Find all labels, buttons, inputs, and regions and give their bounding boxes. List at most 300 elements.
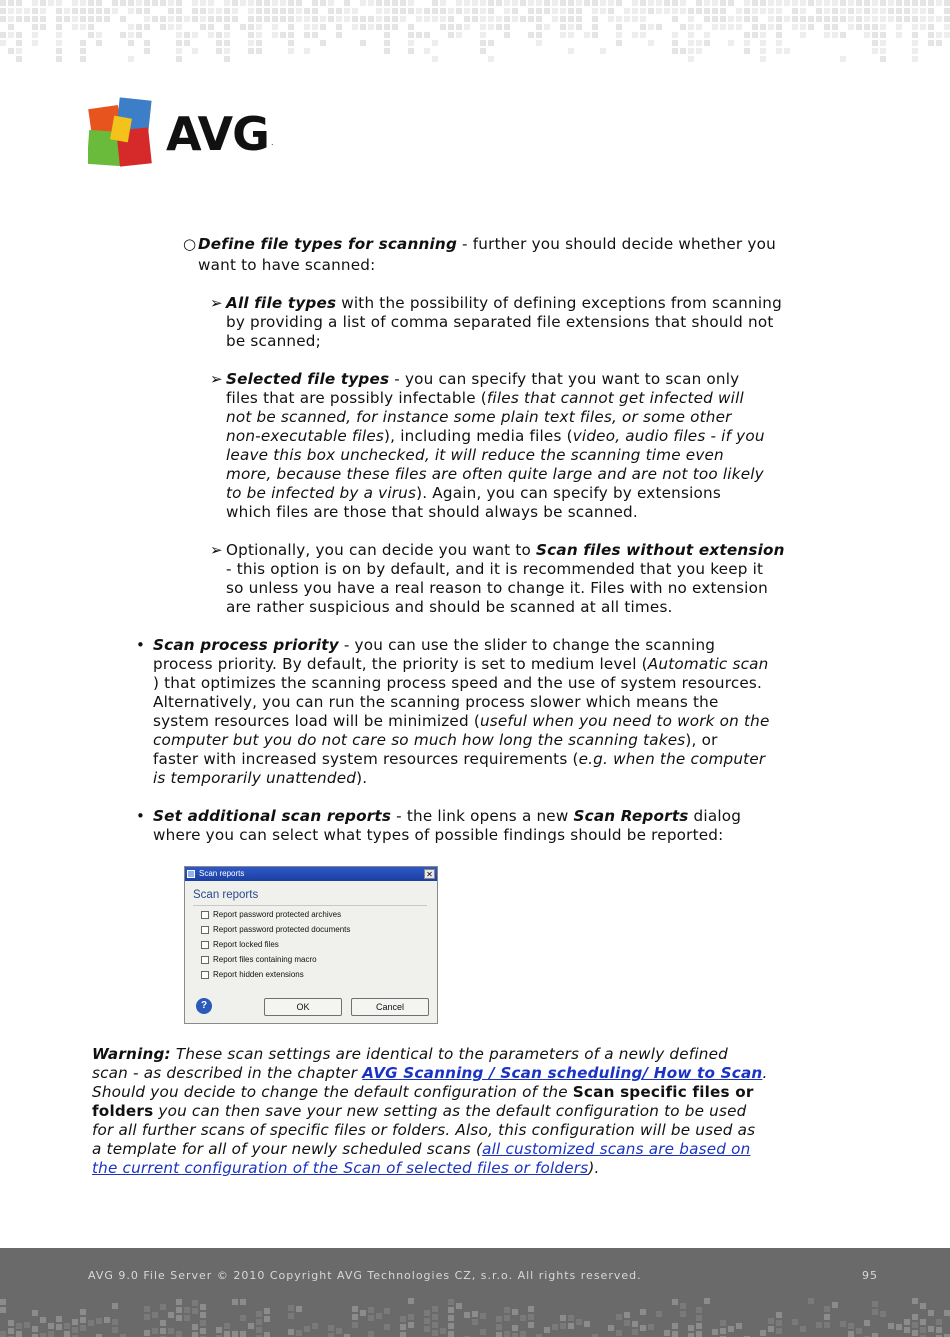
- checkbox[interactable]: [201, 941, 209, 949]
- scan-reports-dialog: [184, 866, 438, 1024]
- decor-pixel: [672, 8, 678, 14]
- decor-pixel: [368, 16, 374, 22]
- decor-pixel: [776, 16, 782, 22]
- dot-bullet: •: [136, 807, 145, 825]
- decor-pixel: [536, 24, 542, 30]
- option-password-archives[interactable]: [201, 910, 341, 919]
- decor-pixel: [688, 48, 694, 54]
- decor-pixel: [8, 24, 14, 30]
- decor-pixel: [504, 1307, 510, 1313]
- decor-pixel: [944, 16, 950, 22]
- define-line-1: Define file types for scanning - further you should decide whether you: [198, 235, 776, 253]
- decor-pixel: [896, 24, 902, 30]
- decor-pixel: [616, 0, 622, 6]
- decor-pixel: [776, 1312, 782, 1318]
- decor-pixel: [264, 1332, 270, 1337]
- close-icon[interactable]: ✕: [424, 869, 435, 879]
- decor-pixel: [192, 1324, 198, 1330]
- decor-pixel: [744, 8, 750, 14]
- decor-pixel: [504, 0, 510, 6]
- option-macro-files[interactable]: [201, 955, 317, 964]
- decor-pixel: [800, 16, 806, 22]
- decor-pixel: [352, 8, 358, 14]
- warning-line-7: the current configuration of the Scan of selected files or folders).: [92, 1159, 600, 1177]
- decor-pixel: [760, 24, 766, 30]
- decor-pixel: [672, 40, 678, 46]
- decor-pixel: [456, 24, 462, 30]
- decor-pixel: [320, 0, 326, 6]
- decor-pixel: [416, 8, 422, 14]
- decor-pixel: [600, 0, 606, 6]
- decor-pixel: [184, 32, 190, 38]
- decor-pixel: [880, 16, 886, 22]
- decor-pixel: [224, 32, 230, 38]
- decor-pixel: [680, 1311, 686, 1317]
- decor-pixel: [528, 1322, 534, 1328]
- decor-pixel: [640, 8, 646, 14]
- decor-pixel: [768, 16, 774, 22]
- decor-pixel: [256, 1327, 262, 1333]
- decor-pixel: [448, 1307, 454, 1313]
- decor-pixel: [680, 0, 686, 6]
- decor-pixel: [912, 32, 918, 38]
- decor-pixel: [872, 16, 878, 22]
- decor-pixel: [336, 1328, 342, 1334]
- decor-pixel: [624, 8, 630, 14]
- decor-pixel: [640, 1325, 646, 1331]
- decor-pixel: [384, 1308, 390, 1314]
- decor-pixel: [392, 16, 398, 22]
- help-icon[interactable]: ?: [196, 998, 212, 1014]
- decor-pixel: [472, 8, 478, 14]
- dialog-app-icon: [187, 870, 195, 878]
- decor-pixel: [192, 0, 198, 6]
- decor-pixel: [160, 0, 166, 6]
- decor-pixel: [336, 24, 342, 30]
- decor-pixel: [144, 1306, 150, 1312]
- decor-pixel: [408, 0, 414, 6]
- checkbox[interactable]: [201, 956, 209, 964]
- decor-pixel: [568, 1323, 574, 1329]
- decor-pixel: [328, 0, 334, 6]
- all-types-line-1: All file types with the possibility of defining exceptions from scanning: [226, 294, 782, 312]
- decor-pixel: [768, 24, 774, 30]
- decor-pixel: [96, 0, 102, 6]
- decor-pixel: [568, 48, 574, 54]
- decor-pixel: [440, 1328, 446, 1334]
- decor-pixel: [864, 0, 870, 6]
- decor-pixel: [16, 48, 22, 54]
- decor-pixel: [80, 1317, 86, 1323]
- checkbox[interactable]: [201, 971, 209, 979]
- decor-pixel: [56, 0, 62, 6]
- decor-pixel: [24, 1322, 30, 1328]
- decor-pixel: [560, 32, 566, 38]
- circle-bullet: ○: [183, 235, 197, 253]
- option-label: Report files containing macro: [213, 955, 317, 964]
- decor-pixel: [176, 32, 182, 38]
- decor-pixel: [56, 56, 62, 62]
- decor-pixel: [80, 0, 86, 6]
- decor-pixel: [440, 0, 446, 6]
- customized-scans-link[interactable]: all customized scans are based on: [482, 1140, 751, 1158]
- decor-pixel: [424, 1310, 430, 1316]
- no-ext-line-4: are rather suspicious and should be scanned at all times.: [226, 598, 673, 616]
- decor-pixel: [528, 1314, 534, 1320]
- decor-pixel: [680, 48, 686, 54]
- decor-pixel: [96, 32, 102, 38]
- decor-pixel: [704, 16, 710, 22]
- decor-pixel: [696, 1331, 702, 1337]
- decor-pixel: [216, 48, 222, 54]
- decor-pixel: [448, 1299, 454, 1305]
- decor-pixel: [504, 1331, 510, 1337]
- decor-pixel: [192, 16, 198, 22]
- decor-pixel: [512, 1333, 518, 1337]
- decor-pixel: [448, 24, 454, 30]
- decor-pixel: [744, 48, 750, 54]
- decor-pixel: [832, 16, 838, 22]
- decor-pixel: [696, 0, 702, 6]
- decor-pixel: [240, 1315, 246, 1321]
- option-label: Report password protected documents: [213, 925, 351, 934]
- checkbox[interactable]: [201, 911, 209, 919]
- decor-pixel: [112, 1303, 118, 1309]
- decor-pixel: [16, 1331, 22, 1337]
- decor-pixel: [912, 1322, 918, 1328]
- decor-pixel: [40, 8, 46, 14]
- warning-line-2: scan - as described in the chapter AVG Scanning / Scan scheduling/ How to Scan.: [92, 1064, 768, 1082]
- decor-pixel: [800, 24, 806, 30]
- priority-line-3: ) that optimizes the scanning process speed and the use of system resources.: [153, 674, 763, 692]
- decor-pixel: [640, 16, 646, 22]
- decor-pixel: [128, 32, 134, 38]
- decor-pixel: [48, 0, 54, 6]
- decor-pixel: [368, 24, 374, 30]
- decor-pixel: [432, 56, 438, 62]
- decor-pixel: [592, 16, 598, 22]
- decor-pixel: [552, 8, 558, 14]
- decor-pixel: [704, 8, 710, 14]
- decor-pixel: [384, 8, 390, 14]
- decor-pixel: [400, 8, 406, 14]
- decor-pixel: [872, 1333, 878, 1337]
- decor-pixel: [280, 32, 286, 38]
- option-hidden-extensions[interactable]: [201, 970, 304, 979]
- decor-pixel: [288, 1305, 294, 1311]
- selected-line-8: which files are those that should always be scanned.: [226, 503, 638, 521]
- decor-pixel: [256, 24, 262, 30]
- decor-pixel: [472, 16, 478, 22]
- decor-pixel: [248, 24, 254, 30]
- decor-pixel: [368, 0, 374, 6]
- decor-pixel: [320, 16, 326, 22]
- decor-pixel: [0, 1299, 6, 1305]
- decor-pixel: [56, 1324, 62, 1330]
- decor-pixel: [608, 16, 614, 22]
- decor-pixel: [32, 32, 38, 38]
- decor-pixel: [112, 8, 118, 14]
- decor-pixel: [312, 0, 318, 6]
- warning-line-6: a template for all of your newly scheduled scans (all customized scans are based on: [92, 1140, 751, 1158]
- decor-pixel: [432, 40, 438, 46]
- decor-pixel: [752, 24, 758, 30]
- decor-pixel: [576, 24, 582, 30]
- decor-pixel: [776, 40, 782, 46]
- decor-pixel: [568, 8, 574, 14]
- decor-pixel: [888, 1323, 894, 1329]
- decor-pixel: [704, 32, 710, 38]
- decor-pixel: [456, 8, 462, 14]
- decor-pixel: [752, 32, 758, 38]
- decor-pixel: [360, 0, 366, 6]
- decor-pixel: [248, 40, 254, 46]
- decor-pixel: [720, 0, 726, 6]
- decor-pixel: [168, 0, 174, 6]
- decor-pixel: [184, 16, 190, 22]
- decor-pixel: [704, 1298, 710, 1304]
- no-ext-line-3: so unless you have a real reason to change it. Files with no extension: [226, 579, 768, 597]
- warning-line-5: for all further scans of specific files or folders. Also, this configuration will be used as: [92, 1121, 756, 1139]
- decor-pixel: [560, 16, 566, 22]
- decor-pixel: [480, 8, 486, 14]
- decor-pixel: [16, 40, 22, 46]
- decor-pixel: [368, 1307, 374, 1313]
- cancel-button[interactable]: Cancel: [351, 998, 429, 1016]
- decor-pixel: [80, 40, 86, 46]
- reports-line-2: where you can select what types of possible findings should be reported:: [153, 826, 724, 844]
- decor-pixel: [400, 1324, 406, 1330]
- checkbox[interactable]: [201, 926, 209, 934]
- decor-pixel: [512, 1309, 518, 1315]
- decor-pixel: [32, 16, 38, 22]
- decor-pixel: [840, 0, 846, 6]
- decor-pixel: [584, 0, 590, 6]
- decor-pixel: [360, 24, 366, 30]
- decor-pixel: [480, 24, 486, 30]
- chapter-link[interactable]: AVG Scanning / Scan scheduling/ How to Scan: [362, 1064, 763, 1082]
- decor-pixel: [576, 0, 582, 6]
- decor-pixel: [224, 0, 230, 6]
- decor-pixel: [632, 8, 638, 14]
- decor-pixel: [936, 16, 942, 22]
- decor-pixel: [200, 8, 206, 14]
- decor-pixel: [680, 8, 686, 14]
- decor-pixel: [816, 1322, 822, 1328]
- decor-pixel: [520, 1331, 526, 1337]
- decor-pixel: [400, 1316, 406, 1322]
- decor-pixel: [768, 1318, 774, 1324]
- decor-pixel: [616, 1314, 622, 1320]
- decor-pixel: [856, 1328, 862, 1334]
- customized-scans-link-cont[interactable]: the current configuration of the Scan of selected files or folders: [92, 1159, 589, 1177]
- decor-pixel: [176, 1331, 182, 1337]
- decor-pixel: [688, 1325, 694, 1331]
- option-locked-files[interactable]: [201, 940, 279, 949]
- decor-pixel: [448, 16, 454, 22]
- decor-pixel: [920, 8, 926, 14]
- decor-pixel: [616, 40, 622, 46]
- decor-pixel: [456, 0, 462, 6]
- decor-pixel: [24, 16, 30, 22]
- priority-line-8: is temporarily unattended).: [153, 769, 368, 787]
- decor-pixel: [880, 32, 886, 38]
- decor-pixel: [472, 0, 478, 6]
- decor-pixel: [728, 16, 734, 22]
- decor-pixel: [288, 24, 294, 30]
- decor-pixel: [912, 1314, 918, 1320]
- decor-pixel: [176, 24, 182, 30]
- decor-pixel: [448, 1331, 454, 1337]
- option-password-documents[interactable]: [201, 925, 350, 934]
- decor-pixel: [176, 0, 182, 6]
- decor-pixel: [480, 1329, 486, 1335]
- decor-pixel: [936, 1319, 942, 1325]
- decor-pixel: [72, 8, 78, 14]
- decor-pixel: [240, 0, 246, 6]
- decor-pixel: [72, 24, 78, 30]
- decor-pixel: [296, 16, 302, 22]
- decor-pixel: [176, 1299, 182, 1305]
- decor-pixel: [128, 0, 134, 6]
- header-decoration: [0, 0, 950, 80]
- decor-pixel: [48, 1331, 54, 1337]
- decor-pixel: [672, 0, 678, 6]
- decor-pixel: [416, 16, 422, 22]
- decor-pixel: [824, 16, 830, 22]
- ok-button[interactable]: OK: [264, 998, 342, 1016]
- decor-pixel: [568, 1315, 574, 1321]
- decor-pixel: [80, 8, 86, 14]
- decor-pixel: [248, 48, 254, 54]
- option-label: Report password protected archives: [213, 910, 342, 919]
- decor-pixel: [744, 16, 750, 22]
- avg-logo-text: AVG: [166, 107, 269, 161]
- decor-pixel: [672, 48, 678, 54]
- decor-pixel: [256, 32, 262, 38]
- decor-pixel: [288, 48, 294, 54]
- decor-pixel: [368, 1315, 374, 1321]
- decor-pixel: [680, 1303, 686, 1309]
- decor-pixel: [104, 8, 110, 14]
- selected-line-1: Selected file types - you can specify that you want to scan only: [226, 370, 740, 388]
- decor-pixel: [152, 1312, 158, 1318]
- dialog-titlebar: [185, 867, 437, 881]
- decor-pixel: [816, 0, 822, 6]
- decor-pixel: [448, 32, 454, 38]
- priority-line-2: process priority. By default, the priority is set to medium level (Automatic scan: [153, 655, 769, 673]
- decor-pixel: [808, 1298, 814, 1304]
- decor-pixel: [272, 16, 278, 22]
- decor-pixel: [184, 40, 190, 46]
- decor-pixel: [696, 1323, 702, 1329]
- decor-pixel: [408, 1298, 414, 1304]
- decor-pixel: [224, 16, 230, 22]
- decor-pixel: [816, 8, 822, 14]
- decor-pixel: [296, 1330, 302, 1336]
- decor-pixel: [720, 24, 726, 30]
- decor-pixel: [192, 8, 198, 14]
- decor-pixel: [936, 40, 942, 46]
- decor-pixel: [648, 0, 654, 6]
- decor-pixel: [512, 1325, 518, 1331]
- decor-pixel: [376, 8, 382, 14]
- decor-pixel: [312, 8, 318, 14]
- decor-pixel: [840, 8, 846, 14]
- decor-pixel: [776, 1328, 782, 1334]
- decor-pixel: [400, 16, 406, 22]
- decor-pixel: [920, 1303, 926, 1309]
- decor-pixel: [56, 48, 62, 54]
- decor-pixel: [856, 0, 862, 6]
- decor-pixel: [304, 8, 310, 14]
- decor-pixel: [312, 24, 318, 30]
- decor-pixel: [744, 40, 750, 46]
- decor-pixel: [680, 24, 686, 30]
- decor-pixel: [88, 0, 94, 6]
- dot-bullet: •: [136, 636, 145, 654]
- decor-pixel: [40, 16, 46, 22]
- decor-pixel: [808, 24, 814, 30]
- decor-pixel: [16, 0, 22, 6]
- decor-pixel: [8, 32, 14, 38]
- decor-pixel: [312, 16, 318, 22]
- decor-pixel: [88, 24, 94, 30]
- decor-pixel: [736, 16, 742, 22]
- decor-pixel: [480, 40, 486, 46]
- decor-pixel: [608, 0, 614, 6]
- decor-pixel: [648, 1324, 654, 1330]
- decor-pixel: [32, 1326, 38, 1332]
- decor-pixel: [232, 16, 238, 22]
- decor-pixel: [688, 40, 694, 46]
- decor-pixel: [528, 8, 534, 14]
- decor-pixel: [584, 32, 590, 38]
- decor-pixel: [512, 16, 518, 22]
- decor-pixel: [224, 1331, 230, 1337]
- decor-pixel: [856, 24, 862, 30]
- decor-pixel: [744, 32, 750, 38]
- decor-pixel: [720, 8, 726, 14]
- decor-pixel: [272, 8, 278, 14]
- decor-pixel: [480, 16, 486, 22]
- decor-pixel: [256, 1319, 262, 1325]
- decor-pixel: [320, 24, 326, 30]
- decor-pixel: [496, 24, 502, 30]
- decor-pixel: [616, 16, 622, 22]
- decor-pixel: [264, 1316, 270, 1322]
- decor-pixel: [496, 16, 502, 22]
- decor-pixel: [784, 48, 790, 54]
- decor-pixel: [0, 8, 6, 14]
- decor-pixel: [264, 16, 270, 22]
- decor-pixel: [576, 8, 582, 14]
- decor-pixel: [96, 16, 102, 22]
- decor-pixel: [104, 16, 110, 22]
- decor-pixel: [328, 16, 334, 22]
- decor-pixel: [120, 0, 126, 6]
- decor-pixel: [248, 0, 254, 6]
- decor-pixel: [824, 8, 830, 14]
- decor-pixel: [160, 1328, 166, 1334]
- decor-pixel: [192, 1300, 198, 1306]
- decor-pixel: [640, 0, 646, 6]
- dialog-title: Scan reports: [199, 869, 245, 878]
- decor-pixel: [880, 24, 886, 30]
- decor-pixel: [24, 8, 30, 14]
- decor-pixel: [800, 0, 806, 6]
- decor-pixel: [176, 40, 182, 46]
